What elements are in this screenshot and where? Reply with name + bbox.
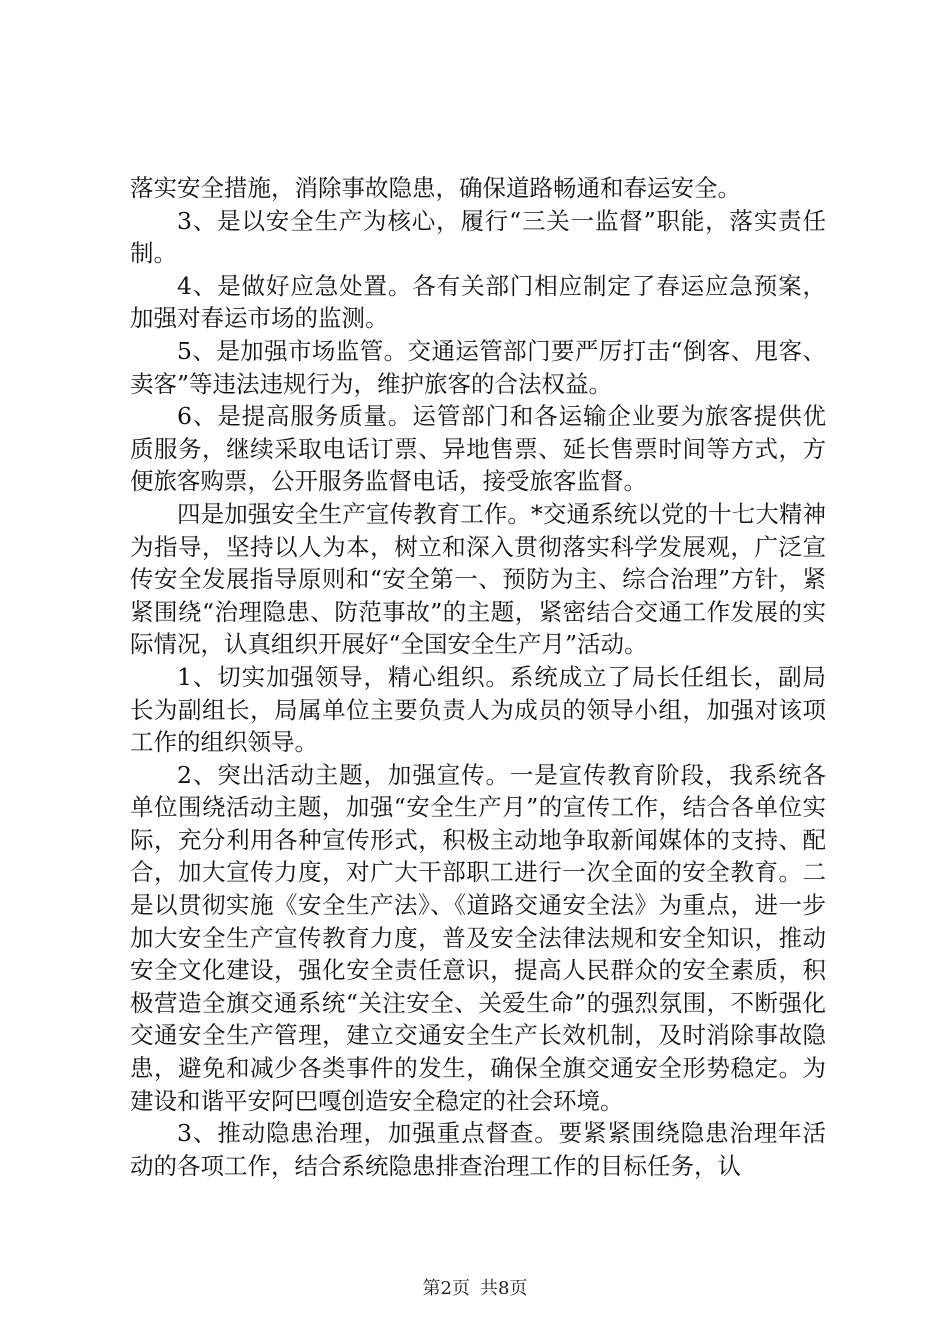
paragraph: 3、推动隐患治理，加强重点督查。要紧紧围绕隐患治理年活动的各项工作，结合系统隐患排查治理工作的目标任务，认 [130, 1119, 826, 1180]
paragraph: 2、突出活动主题，加强宣传。一是宣传教育阶段，我系统各单位围绕活动主题，加强“安全生产月”的宣传工作，结合各单位实际，充分利用各种宣传形式，积极主动地争取新闻媒体的支持、配合，加大宣传力度，对广大干部职工进行一次全面的安全教育。二是以贯彻实施《安全生产法》、《道路交通安全法》为重点，进一步加大安全生产宣传教育力度，普及安全法律法规和安全知识，推动安全文化建设，强化安全责任意识，提高人民群众的安全素质，积极营造全旗交通系统“关注安全、关爱生命”的强烈氛围，不断强化交通安全生产管理，建立交通安全生产长效机制，及时消除事故隐患，避免和减少各类事件的发生，确保全旗交通安全形势稳定。为建设和谐平安阿巴嘎创造安全稳定的社会环境。 [130, 760, 826, 1115]
paragraph: 5、是加强市场监管。交通运管部门要严厉打击“倒客、甩客、卖客”等违法违规行为，维护旅客的合法权益。 [130, 336, 826, 398]
page-total: 共8页 [480, 1278, 528, 1299]
paragraph: 落实安全措施，消除事故隐患，确保道路畅通和春运安全。 [130, 174, 741, 202]
paragraph: 四是加强安全生产宣传教育工作。*交通系统以党的十七大精神为指导，坚持以人为本，树立和深入贯彻落实科学发展观，广泛宣传安全发展指导原则和“安全第一、预防为主、综合治理”方针，紧紧围绕“治理隐患、防范事故”的主题，紧密结合交通工作发展的实际情况，认真组织开展好“全国安全生产月”活动。 [130, 499, 826, 659]
paragraph: 1、切实加强领导，精心组织。系统成立了局长任组长，副局长为副组长，局属单位主要负责人为成员的领导小组，加强对该项工作的组织领导。 [130, 662, 826, 757]
page-footer [0, 1274, 950, 1300]
page-number: 第2页 [422, 1278, 470, 1299]
document-body [130, 172, 826, 1182]
paragraph: 4、是做好应急处置。各有关部门相应制定了春运应急预案，加强对春运市场的监测。 [130, 271, 826, 333]
paragraph: 3、是以安全生产为核心，履行“三关一监督”职能，落实责任制。 [130, 206, 826, 268]
paragraph: 6、是提高服务质量。运管部门和各运输企业要为旅客提供优质服务，继续采取电话订票、异地售票、延长售票时间等方式，方便旅客购票，公开服务监督电话，接受旅客监督。 [130, 402, 826, 496]
